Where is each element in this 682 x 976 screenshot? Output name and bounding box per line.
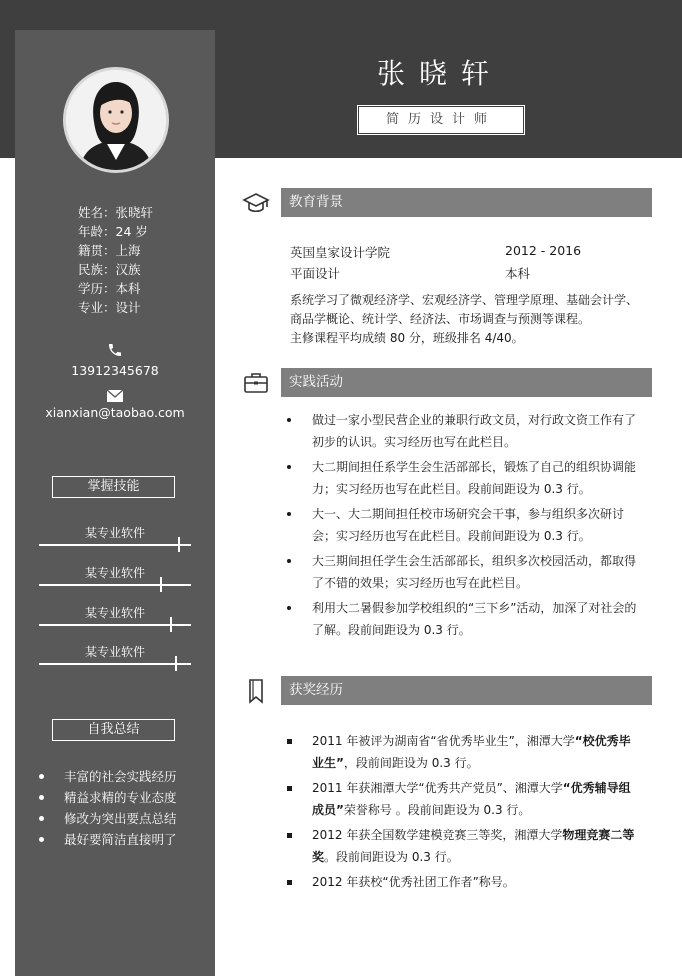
skill-label: 某专业软件 [84, 526, 145, 540]
list-item: 精益求精的专业态度 [37, 787, 177, 808]
summary-heading: 自我总结 [52, 719, 175, 741]
skill-label: 某专业软件 [84, 566, 145, 580]
profile-origin: 籍贯：上海 [78, 243, 141, 258]
profile-education: 学历：本科 [78, 281, 141, 296]
skill-level-marker [170, 617, 172, 632]
edu-years: 2012 - 2016 [505, 243, 582, 258]
list-item: 修改为突出要点总结 [37, 808, 177, 829]
profile-age: 年龄：24 岁 [78, 224, 148, 239]
awards-list [287, 730, 637, 893]
list-item: 大三期间担任学生会生活部部长，组织多次校园活动，都取得了不错的效果；实习经历也写在此栏目。 [287, 550, 637, 594]
list-item: 2011 年被评为湖南省“省优秀毕业生”，湘潭大学“校优秀毕业生”，段前间距设为 0.3 行。 [287, 730, 637, 774]
practice-list [287, 409, 637, 641]
edu-description [290, 291, 640, 348]
phone-number: 13912345678 [71, 363, 159, 378]
list-item: 利用大二暑假参加学校组织的“三下乡”活动，加深了对社会的了解。段前间距设为 0.3 行。 [287, 597, 637, 641]
job-title: 简历设计师 [358, 106, 524, 134]
email-address: xianxian@taobao.com [45, 405, 185, 420]
briefcase-icon [242, 369, 270, 397]
list-item: 2011 年获湘潭大学“优秀共产党员”、湘潭大学“优秀辅导组成员”荣誉称号 。段前间距设为 0.3 行。 [287, 777, 637, 821]
phone-icon [15, 342, 215, 358]
edu-school: 英国皇家设计学院 [290, 245, 391, 260]
skill-level-marker [160, 577, 162, 592]
envelope-icon [15, 390, 215, 402]
list-item: 做过一家小型民营企业的兼职行政文员，对行政文资工作有了初步的认识。实习经历也写在此栏目。 [287, 409, 637, 453]
skill-label: 某专业软件 [84, 606, 145, 620]
skill-bar [39, 584, 191, 586]
skills-heading: 掌握技能 [52, 476, 175, 498]
list-item: 最好要简洁直接明了 [37, 829, 177, 850]
skill-bar [39, 544, 191, 546]
list-item: 大二期间担任系学生会生活部部长，锻炼了自己的组织协调能力；实习经历也写在此栏目。段前间距设为 0.3 行。 [287, 456, 637, 500]
edu-description-line: 主修课程平均成绩 80 分，班级排名 4/40。 [290, 331, 524, 345]
profile-ethnicity: 民族：汉族 [78, 262, 141, 277]
profile-major: 专业：设计 [78, 300, 141, 315]
sidebar [15, 30, 215, 976]
edu-major: 平面设计 [290, 266, 341, 281]
summary-list [37, 766, 177, 850]
section-heading-awards: 获奖经历 [281, 676, 652, 705]
list-item: 大一、大二期间担任校市场研究会干事，参与组织多次研讨会；实习经历也写在此栏目。段前间距设为 0.3 行。 [287, 503, 637, 547]
skill-level-marker [175, 656, 177, 671]
list-item: 2012 年获全国数学建模竞赛三等奖，湘潭大学物理竞赛二等奖。段前间距设为 0.3 行。 [287, 824, 637, 868]
profile-name: 姓名：张晓轩 [78, 205, 154, 220]
edu-description-line: 系统学习了微观经济学、宏观经济学、管理学原理、基础会计学、 [290, 293, 639, 307]
section-heading-practice: 实践活动 [281, 368, 652, 397]
skill-level-marker [178, 537, 180, 552]
skill-label: 某专业软件 [84, 645, 145, 659]
graduation-cap-icon [242, 189, 270, 217]
skill-bar [39, 663, 191, 665]
bookmark-icon [242, 677, 270, 705]
section-heading-education: 教育背景 [281, 188, 652, 217]
skill-bar [39, 624, 191, 626]
avatar [63, 67, 169, 173]
list-item: 2012 年获校“优秀社团工作者”称号。 [287, 871, 637, 893]
edu-description-line: 商品学概论、统计学、经济法、市场调查与预测等课程。 [290, 312, 591, 326]
portrait-photo [66, 70, 166, 170]
person-name: 张晓轩 [376, 57, 503, 90]
list-item: 丰富的社会实践经历 [37, 766, 177, 787]
edu-degree: 本科 [505, 266, 531, 281]
